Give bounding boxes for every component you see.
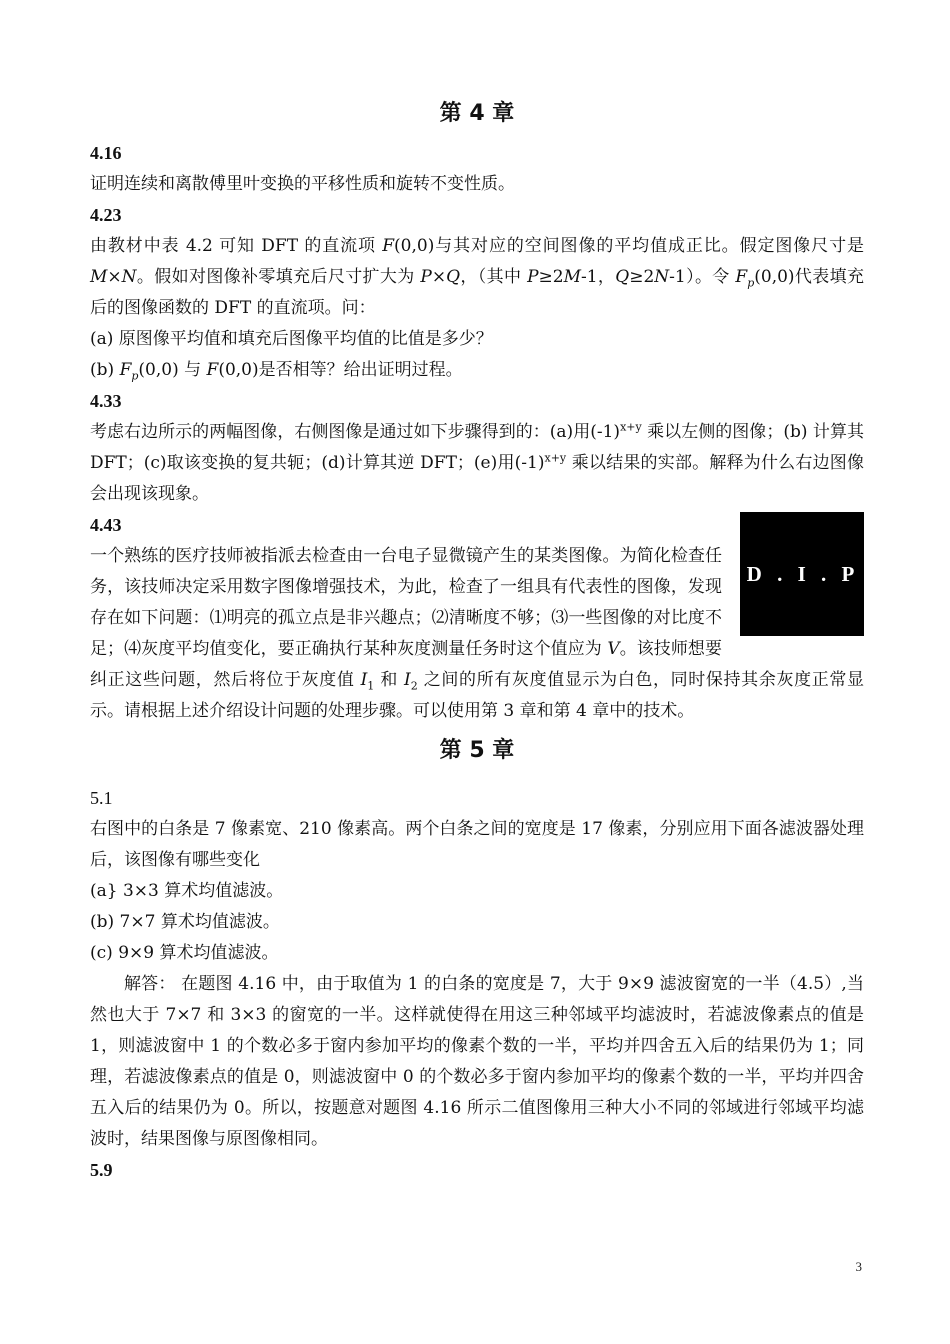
question-4-23-number: 4.23: [90, 205, 122, 225]
question-4-23-part-b: (b) $F_p(0,0)$ 与 F(0,0)是否相等？给出证明过程。: [90, 360, 463, 383]
question-5-9-number: 5.9: [90, 1160, 113, 1180]
question-4-23-part-a: (a) 原图像平均值和填充后图像平均值的比值是多少？: [90, 329, 493, 349]
chapter-4-title: 第 4 章: [439, 101, 515, 126]
question-4-33-number: 4.33: [90, 391, 122, 411]
question-5-1-part-c: (c) 9×9 算术均值滤波。: [90, 943, 279, 963]
question-4-16-number: 4.16: [90, 143, 122, 163]
chapter-5-title: 第 5 章: [439, 738, 515, 763]
dip-figure-label: D . I . P: [746, 561, 858, 586]
question-4-16-text: 证明连续和离散傅里叶变换的平移性质和旋转不变性质。: [90, 174, 515, 194]
question-4-43-number: 4.43: [90, 515, 122, 535]
question-5-1-part-a: (a} 3×3 算术均值滤波。: [90, 881, 284, 901]
question-5-1-answer: 解答： 在题图 4.16 中，由于取值为 1 的白条的宽度是 7，大于 9×9 滤波窗宽的一半（4.5）,当然也大于 7×7 和 3×3 的窗宽的一半。这样就使得在用这三种邻域平均滤波时，若滤波像素点的值是 1，则滤波窗中 1 的个数必多于窗内参加平均的像素个数的一半，平均并四舍五入后的结果仍为 1；同理，若滤波像素点的值是 0，则滤波窗中 0 的个数必多于窗内参加平均的像素个数的一半，平均并四舍五入后的结果仍为 0。所以，按题意对题图 4.16 所示二值图像用三种大小不同的邻域进行邻域平均滤波时，结果图像与原图像相同。: [90, 974, 864, 1149]
question-4-23-intro: 由教材中表 4.2 可知 DFT 的直流项 F(0,0)与其对应的空间图像的平均值成正比。假定图像尺寸是 M×N。假如对图像补零填充后尺寸扩大为 P×Q，（其中 P≥2M-1，Q≥2N-1）。令 $F_p(0,0)$代表填充后的图像函数的 DFT 的直流项。问：: [90, 236, 864, 318]
dip-figure: [740, 512, 864, 636]
question-5-1-text: 右图中的白条是 7 像素宽、210 像素高。两个白条之间的宽度是 17 像素，分别应用下面各滤波器处理后，该图像有哪些变化: [90, 819, 864, 870]
question-5-1-number: 5.1: [90, 788, 113, 808]
question-4-43-text: 一个熟练的医疗技师被指派去检查由一台电子显微镜产生的某类图像。为简化检查任务，该技师决定采用数字图像增强技术，为此，检查了一组具有代表性的图像，发现存在如下问题：⑴明亮的孤立点是非兴趣点；⑵清晰度不够；⑶一些图像的对比度不足；⑷灰度平均值变化，要正确执行某种灰度测量任务时这个值应为 V。该技师想要纠正这些问题，然后将位于灰度值 $I_1$ 和 $I_2$ 之间的所有灰度值显示为白色，同时保持其余灰度正常显示。请根据上述介绍设计问题的处理步骤。可以使用第 3 章和第 4 章中的技术。: [90, 546, 864, 721]
page-number: 3: [855, 1259, 862, 1274]
question-5-1-part-b: (b) 7×7 算术均值滤波。: [90, 912, 280, 932]
question-4-33-text: 考虑右边所示的两幅图像，右侧图像是通过如下步骤得到的：(a)用$(-1)^{x+y}$ 乘以左侧的图像；(b) 计算其 DFT；(c)取该变换的复共轭；(d)计算其逆 DFT；(e)用$(-1)^{x+y}$ 乘以结果的实部。解释为什么右边图像会出现该现象。: [90, 420, 864, 504]
